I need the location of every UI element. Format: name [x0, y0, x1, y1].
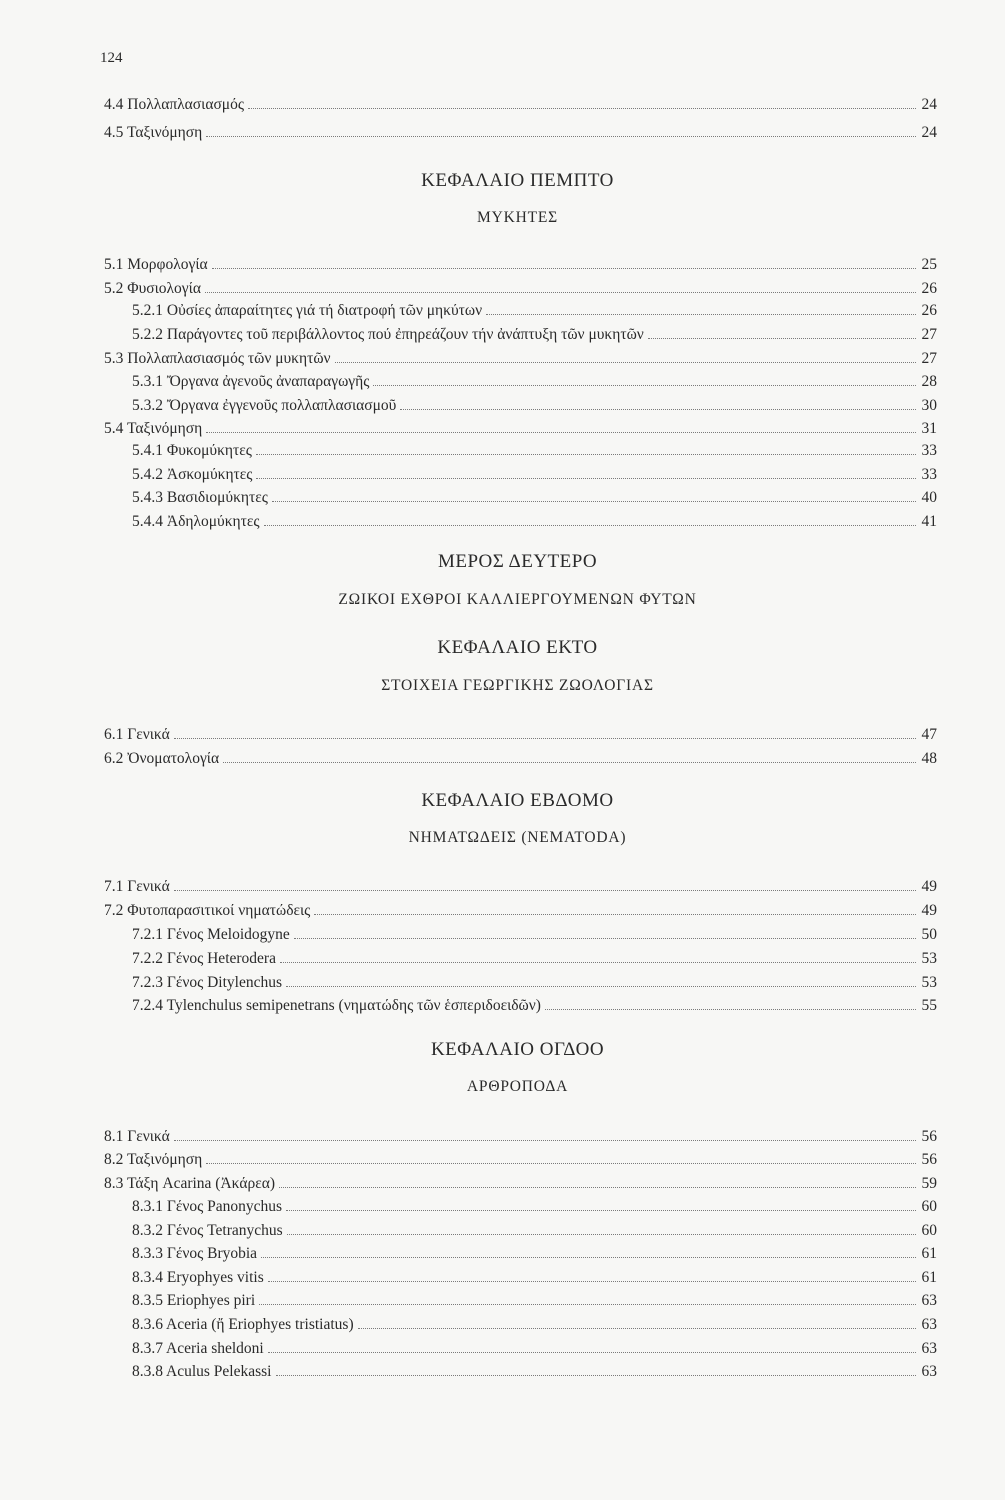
- toc-entry[interactable]: [104, 1151, 937, 1169]
- chapter-subheading: ΣΤΟΙΧΕΙΑ ΓΕΩΡΓΙΚΗΣ ΖΩΟΛΟΓΙΑΣ: [381, 677, 654, 694]
- toc-entry[interactable]: [104, 1175, 937, 1193]
- toc-entry[interactable]: [132, 513, 937, 531]
- toc-entry-page: 60: [921, 1198, 937, 1215]
- dot-leader: [648, 338, 916, 339]
- toc-entry[interactable]: [132, 1363, 937, 1381]
- toc-entry[interactable]: [104, 420, 937, 438]
- toc-entry[interactable]: [132, 926, 937, 944]
- toc-entry[interactable]: [104, 124, 937, 142]
- dot-leader: [205, 292, 916, 293]
- toc-entry-page: 56: [921, 1128, 937, 1145]
- dot-leader: [314, 914, 915, 915]
- dot-leader: [206, 136, 915, 137]
- toc-entry-label: 8.3.5 Eriophyes piri: [132, 1292, 256, 1309]
- toc-entry-label: 8.3 Τάξη Acarina (Ἀκάρεα): [104, 1175, 275, 1192]
- toc-entry-label: 6.1 Γενικά: [104, 726, 170, 743]
- dot-leader: [294, 938, 916, 939]
- dot-leader: [248, 108, 915, 109]
- toc-entry-page: 28: [921, 373, 937, 390]
- toc-entry-page: 56: [921, 1151, 937, 1168]
- toc-entry[interactable]: [104, 878, 937, 896]
- toc-entry[interactable]: [104, 726, 937, 744]
- toc-entry-label: 8.3.1 Γένος Panonychus: [132, 1198, 283, 1215]
- toc-entry-page: 59: [921, 1175, 937, 1192]
- toc-entry[interactable]: [104, 96, 937, 114]
- dot-leader: [206, 1163, 915, 1164]
- toc-entry-label: 8.3.6 Aceria (ἤ Eriophyes tristiatus): [132, 1316, 354, 1333]
- toc-entry-label: 7.2.2 Γένος Heterodera: [132, 950, 276, 967]
- toc-entry-page: 49: [921, 902, 937, 919]
- dot-leader: [174, 890, 916, 891]
- toc-entry[interactable]: [132, 1340, 937, 1358]
- dot-leader: [400, 409, 915, 410]
- chapter-heading: ΚΕΦΑΛΑΙΟ ΠΕΜΠΤΟ: [421, 170, 614, 191]
- dot-leader: [174, 1140, 916, 1141]
- toc-entry[interactable]: [132, 489, 937, 507]
- chapter-heading: ΜΕΡΟΣ ΔΕΥΤΕΡΟ: [437, 551, 598, 572]
- dot-leader: [358, 1328, 916, 1329]
- toc-entry-page: 24: [921, 96, 937, 113]
- toc-entry[interactable]: [132, 302, 937, 320]
- toc-entry[interactable]: [132, 1222, 937, 1240]
- toc-entry-label: 8.1 Γενικά: [104, 1128, 170, 1145]
- toc-entry-page: 50: [921, 926, 937, 943]
- toc-entry[interactable]: [132, 1245, 937, 1263]
- toc-entry-page: 33: [921, 466, 937, 483]
- dot-leader: [268, 1352, 916, 1353]
- toc-entry-label: 5.2.2 Παράγοντες τοῦ περιβάλλοντος πού ἐπηρεάζουν τήν ἀνάπτυξη τῶν μυκητῶν: [132, 326, 644, 343]
- toc-entry-page: 41: [921, 513, 937, 530]
- chapter-heading: ΚΕΦΑΛΑΙΟ ΟΓΔΟΟ: [430, 1039, 605, 1060]
- toc-entry-label: 5.4.3 Βασιδιομύκητες: [132, 489, 268, 506]
- dot-leader: [272, 501, 916, 502]
- toc-entry-page: 53: [921, 974, 937, 991]
- toc-entry-page: 53: [921, 950, 937, 967]
- toc-entry-page: 40: [921, 489, 937, 506]
- toc-entry-label: 5.4.2 Ἀσκομύκητες: [132, 466, 253, 483]
- toc-entry-label: 5.3.2 Ὄργανα ἐγγενοῦς πολλαπλασιασμοῦ: [132, 397, 397, 414]
- chapter-subheading: ΜΥΚΗΤΕΣ: [477, 209, 558, 226]
- dot-leader: [279, 1187, 916, 1188]
- toc-entry[interactable]: [104, 256, 937, 274]
- chapter-heading: ΚΕΦΑΛΑΙΟ ΕΚΤΟ: [437, 637, 598, 658]
- dot-leader: [545, 1009, 916, 1010]
- toc-entry-page: 27: [921, 350, 937, 367]
- toc-entry-label: 8.3.4 Eryophyes vitis: [132, 1269, 264, 1286]
- toc-entry-label: 5.3.1 Ὄργανα ἀγενοῦς ἀναπαραγωγῆς: [132, 373, 370, 390]
- toc-entry-label: 5.4.4 Ἀδηλομύκητες: [132, 513, 260, 530]
- toc-entry-label: 7.2.3 Γένος Ditylenchus: [132, 974, 283, 991]
- toc-entry[interactable]: [132, 1198, 937, 1216]
- toc-entry-page: 49: [921, 878, 937, 895]
- toc-entry-page: 31: [921, 420, 937, 437]
- dot-leader: [212, 268, 916, 269]
- dot-leader: [256, 478, 915, 479]
- toc-entry-page: 63: [921, 1340, 937, 1357]
- dot-leader: [373, 385, 915, 386]
- toc-entry-label: 8.3.3 Γένος Bryobia: [132, 1245, 258, 1262]
- toc-entry-page: 27: [921, 326, 937, 343]
- toc-entry-label: 4.4 Πολλαπλασιασμός: [104, 96, 245, 113]
- toc-entry-label: 5.4.1 Φυκομύκητες: [132, 442, 252, 459]
- toc-entry[interactable]: [132, 466, 937, 484]
- toc-entry-label: 7.2 Φυτοπαρασιτικοί νηματώδεις: [104, 902, 311, 919]
- dot-leader: [287, 1234, 916, 1235]
- toc-entry[interactable]: [132, 326, 937, 344]
- toc-entry[interactable]: [132, 397, 937, 415]
- toc-entry-page: 63: [921, 1316, 937, 1333]
- toc-entry-page: 47: [921, 726, 937, 743]
- chapter-heading: ΚΕΦΑΛΑΙΟ ΕΒΔΟΜΟ: [421, 790, 614, 811]
- dot-leader: [268, 1281, 916, 1282]
- dot-leader: [335, 362, 916, 363]
- toc-entry-label: 5.4 Ταξινόμηση: [104, 420, 203, 437]
- toc-entry-label: 6.2 Ὀνοματολογία: [104, 750, 220, 767]
- dot-leader: [223, 762, 915, 763]
- toc-entry-page: 63: [921, 1292, 937, 1309]
- dot-leader: [264, 525, 916, 526]
- toc-entry[interactable]: [132, 1269, 937, 1287]
- toc-entry-label: 5.3 Πολλαπλασιασμός τῶν μυκητῶν: [104, 350, 331, 367]
- toc-entry[interactable]: [104, 350, 937, 368]
- toc-entry-page: 25: [921, 256, 937, 273]
- toc-entry-label: 8.3.2 Γένος Tetranychus: [132, 1222, 283, 1239]
- toc-entry[interactable]: [132, 373, 937, 391]
- toc-entry-page: 60: [921, 1222, 937, 1239]
- toc-entry-page: 61: [921, 1269, 937, 1286]
- dot-leader: [256, 454, 916, 455]
- toc-entry-page: 33: [921, 442, 937, 459]
- toc-entry-label: 8.2 Ταξινόμηση: [104, 1151, 203, 1168]
- toc-entry-label: 7.2.1 Γένος Meloidogyne: [132, 926, 290, 943]
- toc-entry-page: 24: [921, 124, 937, 141]
- dot-leader: [286, 986, 915, 987]
- dot-leader: [206, 432, 915, 433]
- toc-entry[interactable]: [104, 902, 937, 920]
- dot-leader: [280, 962, 916, 963]
- toc-entry[interactable]: [132, 997, 937, 1015]
- toc-entry[interactable]: [132, 1316, 937, 1334]
- dot-leader: [174, 738, 916, 739]
- toc-entry-page: 26: [921, 302, 937, 319]
- toc-entry-page: 48: [921, 750, 937, 767]
- toc-entry[interactable]: [104, 1128, 937, 1146]
- dot-leader: [286, 1210, 915, 1211]
- toc-entry[interactable]: [132, 442, 937, 460]
- dot-leader: [276, 1375, 916, 1376]
- chapter-subheading: ΝΗΜΑΤΩΔΕΙΣ (NEMATODA): [408, 829, 627, 846]
- dot-leader: [259, 1304, 915, 1305]
- toc-entry-label: 5.1 Μορφολογία: [104, 256, 208, 273]
- toc-entry[interactable]: [132, 950, 937, 968]
- toc-entry-label: 5.2.1 Οὐσίες ἀπαραίτητες γιά τή διατροφή τῶν μηκύτων: [132, 302, 483, 319]
- toc-entry[interactable]: [132, 1292, 937, 1310]
- toc-entry-label: 7.1 Γενικά: [104, 878, 170, 895]
- toc-entry-label: 7.2.4 Tylenchulus semipenetrans (νηματώδης τῶν ἑσπεριδοειδῶν): [132, 997, 541, 1014]
- chapter-subheading: ΑΡΘΡΟΠΟΔΑ: [466, 1078, 569, 1095]
- toc-entry-label: 8.3.7 Aceria sheldoni: [132, 1340, 264, 1357]
- dot-leader: [261, 1257, 915, 1258]
- chapter-subheading: ΖΩΙΚΟΙ ΕΧΘΡΟΙ ΚΑΛΛΙΕΡΓΟΥΜΕΝΩΝ ΦΥΤΩΝ: [338, 591, 697, 608]
- toc-entry-page: 61: [921, 1245, 937, 1262]
- toc-entry-page: 26: [921, 280, 937, 297]
- toc-entry-page: 55: [921, 997, 937, 1014]
- toc-entry[interactable]: [104, 750, 937, 768]
- toc-entry-page: 63: [921, 1363, 937, 1380]
- toc-entry-page: 30: [921, 397, 937, 414]
- dot-leader: [486, 314, 915, 315]
- toc-entry-label: 4.5 Ταξινόμηση: [104, 124, 203, 141]
- toc-entry-label: 5.2 Φυσιολογία: [104, 280, 201, 297]
- toc-entry[interactable]: [132, 974, 937, 992]
- page-number: 124: [100, 50, 123, 66]
- toc-entry[interactable]: [104, 280, 937, 298]
- toc-entry-label: 8.3.8 Aculus Pelekassi: [132, 1363, 272, 1380]
